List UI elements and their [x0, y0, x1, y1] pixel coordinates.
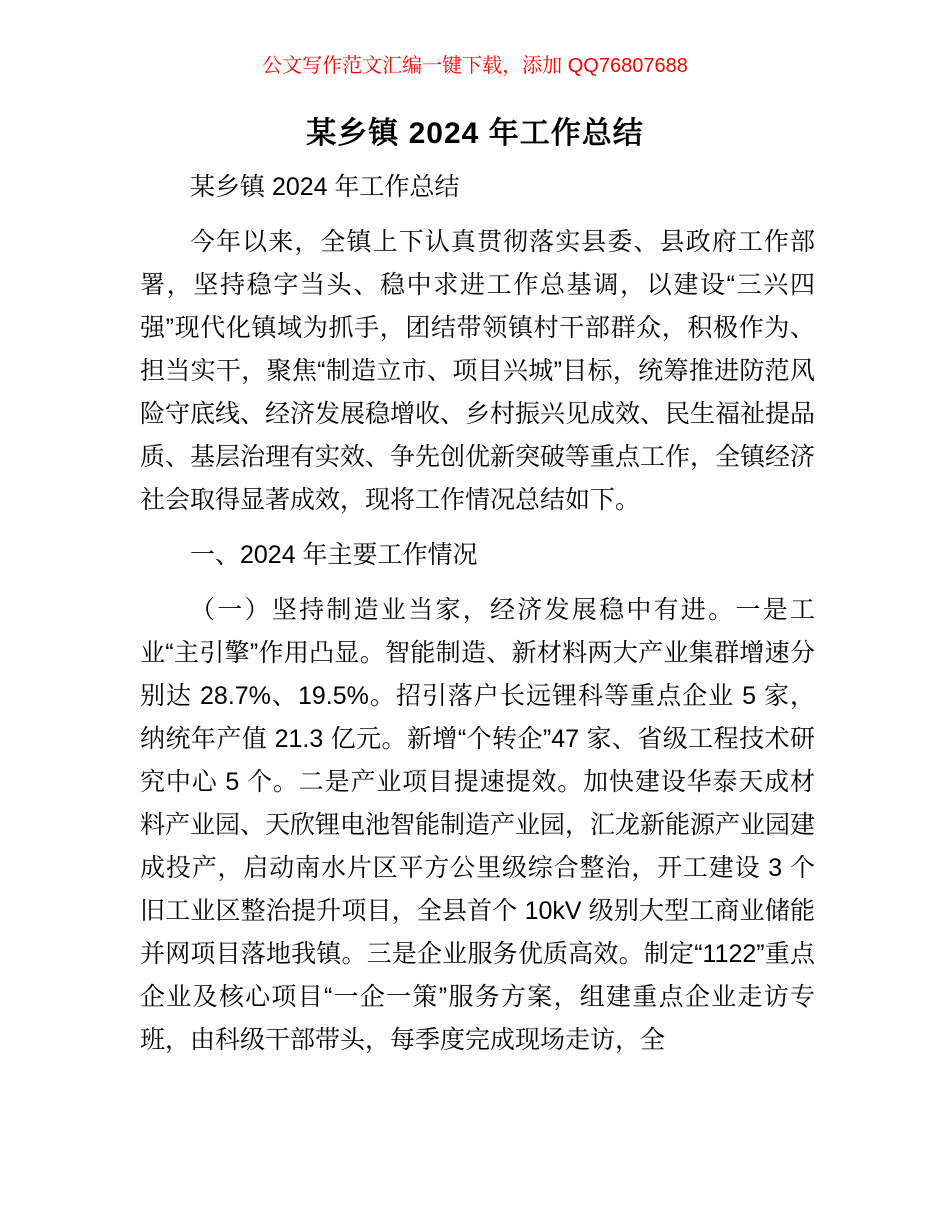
section-heading-1: 一、2024 年主要工作情况 [190, 541, 478, 569]
paragraph-overview: 今年以来，全镇上下认真贯彻落实县委、县政府工作部署，坚持稳字当头、稳中求进工作总基调，以建设“三兴四强”现代化镇域为抓手，团结带领镇村干部群众，积极作为、担当实干，聚焦“制造立市、项目兴城”目标，统筹推进防范风险守底线、经济发展稳增收、乡村振兴见成效、民生福祉提品质、基层治理有实效、争先创优新突破等重点工作，全镇经济社会取得显著成效，现将工作情况总结如下。 [140, 228, 816, 514]
doc-body [140, 166, 815, 1062]
paragraph-section-1: （一）坚持制造业当家，经济发展稳中有进。一是工业“主引擎”作用凸显。智能制造、新材料两大产业集群增速分别达 28.7%、19.5%。招引落户长远锂科等重点企业 5 家，纳统年产值 21.3 亿元。新增“个转企”47 家、省级工程技术研究中心 5 个。二是产业项目提速提效。加快建设华泰天成材料产业园、天欣锂电池智能制造产业园，汇龙新能源产业园建成投产，启动南水片区平方公里级综合整治，开工建设 3 个旧工业区整治提升项目，全县首个 10kV 级别大型工商业储能并网项目落地我镇。三是企业服务优质高效。制定“1122”重点企业及核心项目“一企一策”服务方案，组建重点企业走访专班，由科级干部带头，每季度完成现场走访，全 [140, 596, 816, 1054]
doc-title: 某乡镇 2024 年工作总结 [306, 117, 644, 150]
promo-banner: 公文写作范文汇编一键下载，添加 QQ76807688 [262, 55, 688, 77]
paragraph-subtitle-line: 某乡镇 2024 年工作总结 [190, 173, 460, 201]
